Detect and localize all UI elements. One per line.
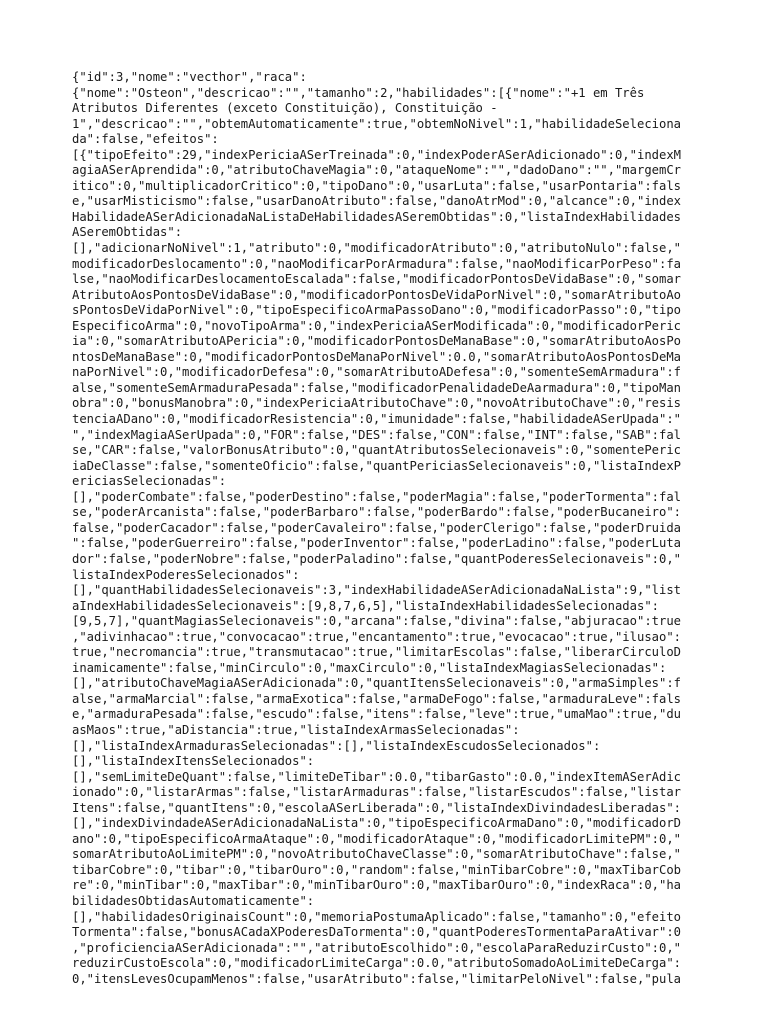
document-line: e,"armaduraPesada":false,"escudo":false,"itens":false,"leve":true,"umaMao":true,"du <box>72 707 682 722</box>
document-line: [],"semLimiteDeQuant":false,"limiteDeTibar":0.0,"tibarGasto":0.0,"indexItemASerAdic <box>72 769 682 784</box>
document-line: obra":0,"bonusManobra":0,"indexPericiaAtributoChave":0,"novoAtributoChave":0,"resis <box>72 396 682 411</box>
document-line: [],"atributoChaveMagiaASerAdicionada":0,"quantItensSelecionaveis":0,"armaSimples":f <box>72 676 682 691</box>
document-line: [],"quantHabilidadesSelecionaveis":3,"indexHabilidadeASerAdicionadaNaLista":9,"list <box>72 583 682 598</box>
document-line: Tormenta":false,"bonusACadaXPoderesDaTormenta":0,"quantPoderesTormentaParaAtivar":0 <box>72 925 682 940</box>
document-line: [9,5,7],"quantMagiasSelecionaveis":0,"arcana":false,"divina":false,"abjuracao":true <box>72 614 682 629</box>
document-line: ano":0,"tipoEspecificoArmaAtaque":0,"modificadorAtaque":0,"modificadorLimitePM":0," <box>72 831 682 846</box>
document-line: AtributoAosPontosDeVidaBase":0,"modificadorPontosDeVidaPorNivel":0,"somarAtributoAo <box>72 287 682 302</box>
document-line: ia":0,"somarAtributoAPericia":0,"modificadorPontosDeManaBase":0,"somarAtributoAosPo <box>72 334 682 349</box>
document-line: modificadorDeslocamento":0,"naoModificarPorArmadura":false,"naoModificarPorPeso":fa <box>72 256 682 271</box>
document-line: somarAtributoAoLimitePM":0,"novoAtributoChaveClasse":0,"somarAtributoChave":false," <box>72 847 682 862</box>
document-line: [],"adicionarNoNivel":1,"atributo":0,"modificadorAtributo":0,"atributoNulo":false," <box>72 241 682 256</box>
document-line: se,"poderArcanista":false,"poderBarbaro":false,"poderBardo":false,"poderBucaneiro": <box>72 505 682 520</box>
document-line: naPorNivel":0,"modificadorDefesa":0,"somarAtributoADefesa":0,"somenteSemArmadura":f <box>72 365 682 380</box>
document-line: aIndexHabilidadesSelecionaveis":[9,8,7,6,5],"listaIndexHabilidadesSelecionadas": <box>72 598 659 613</box>
document-line: listaIndexPoderesSelecionados": <box>72 567 300 582</box>
document-line: ,"proficienciaASerAdicionada":"","atributoEscolhido":0,"escolaParaReduzirCusto":0," <box>72 940 682 955</box>
document-line: Atributos Diferentes (exceto Constituição), Constituição - <box>72 101 498 116</box>
document-line: [],"indexDivindadeASerAdicionadaNaLista":0,"tipoEspecificoArmaDano":0,"modificadorD <box>72 816 682 831</box>
document-line: [],"listaIndexArmadurasSelecionadas":[],"listaIndexEscudosSelecionados": <box>72 738 601 753</box>
document-line: Itens":false,"quantItens":0,"escolaASerLiberada":0,"listaIndexDivindadesLiberadas": <box>72 800 682 815</box>
document-line: {"id":3,"nome":"vecthor","raca": <box>72 70 307 84</box>
document-line: ericiasSelecionadas": <box>72 474 227 489</box>
document-line: tibarCobre":0,"tibar":0,"tibarOuro":0,"random":false,"minTibarCobre":0,"maxTibarCob <box>72 862 682 877</box>
document-line: alse,"somenteSemArmaduraPesada":false,"modificadorPenalidadeDeAarmadura":0,"tipoMan <box>72 380 682 395</box>
document-line: re":0,"minTibar":0,"maxTibar":0,"minTibarOuro":0,"maxTibarOuro":0,"indexRaca":0,"ha <box>72 878 682 893</box>
document-line: ASeremObtidas": <box>72 225 183 240</box>
document-line: ","indexMagiaASerUpada":0,"FOR":false,"DES":false,"CON":false,"INT":false,"SAB":fal <box>72 427 682 442</box>
document-line: iaDeClasse":false,"somenteOficio":false,"quantPericiasSelecionaveis":0,"listaIndexP <box>72 458 682 473</box>
document-line: ,"adivinhacao":true,"convocacao":true,"encantamento":true,"evocacao":true,"ilusao": <box>72 629 682 644</box>
document-line: {"nome":"Osteon","descricao":"","tamanho":2,"habilidades":[{"nome":"+1 em Três <box>72 85 645 100</box>
document-line: dor":false,"poderNobre":false,"poderPaladino":false,"quantPoderesSelecionaveis":0," <box>72 551 682 566</box>
document-line: [],"poderCombate":false,"poderDestino":false,"poderMagia":false,"poderTormenta":fal <box>72 489 682 504</box>
document-line: [{"tipoEfeito":29,"indexPericiaASerTreinada":0,"indexPoderASerAdicionado":0,"indexM <box>72 147 682 162</box>
document-line: itico":0,"multiplicadorCritico":0,"tipoDano":0,"usarLuta":false,"usarPontaria":fals <box>72 178 682 193</box>
document-line: ntosDeManaBase":0,"modificadorPontosDeManaPorNivel":0.0,"somarAtributoAosPontosDeMa <box>72 349 682 364</box>
document-line: se,"CAR":false,"valorBonusAtributo":0,"quantAtributosSelecionaveis":0,"somentePeric <box>72 443 682 458</box>
document-line: HabilidadeASerAdicionadaNaListaDeHabilidadesASeremObtidas":0,"listaIndexHabilidades <box>72 209 682 224</box>
document-line: alse,"armaMarcial":false,"armaExotica":false,"armaDeFogo":false,"armaduraLeve":fals <box>72 691 682 706</box>
document-line: ionado":0,"listarArmas":false,"listarArmaduras":false,"listarEscudos":false,"listar <box>72 785 682 800</box>
document-line: reduzirCustoEscola":0,"modificadorLimiteCarga":0.0,"atributoSomadoAoLimiteDeCarga": <box>72 956 682 971</box>
document-line: tenciaADano":0,"modificadorResistencia":0,"imunidade":false,"habilidadeASerUpada":" <box>72 412 682 427</box>
document-line: bilidadesObtidasAutomaticamente": <box>72 893 315 908</box>
document-line: lse,"naoModificarDeslocamentoEscalada":false,"modificadorPontosDeVidaBase":0,"somar <box>72 272 682 287</box>
document-line: agiaASerAprendida":0,"atributoChaveMagia":0,"ataqueNome":"","dadoDano":"","margemCr <box>72 163 682 178</box>
document-line: EspecificoArma":0,"novoTipoArma":0,"indexPericiaASerModificada":0,"modificadorPeric <box>72 318 682 333</box>
document-line: true,"necromancia":true,"transmutacao":true,"limitarEscolas":false,"liberarCirculoD <box>72 645 682 660</box>
json-document-text <box>72 70 704 987</box>
document-line: da":false,"efeitos": <box>72 132 219 147</box>
document-line: asMaos":true,"aDistancia":true,"listaIndexArmasSelecionadas": <box>72 722 520 737</box>
document-line: 0,"itensLevesOcupamMenos":false,"usarAtributo":false,"limitarPeloNivel":false,"pula <box>72 971 682 986</box>
document-line: ":false,"poderGuerreiro":false,"poderInventor":false,"poderLadino":false,"poderLuta <box>72 536 682 551</box>
document-line: inamicamente":false,"minCirculo":0,"maxCirculo":0,"listaIndexMagiasSelecionadas": <box>72 660 667 675</box>
document-line: [],"habilidadesOriginaisCount":0,"memoriaPostumaAplicado":false,"tamanho":0,"efeito <box>72 909 682 924</box>
document-line: false,"poderCacador":false,"poderCavaleiro":false,"poderClerigo":false,"poderDruida <box>72 520 682 535</box>
document-line: sPontosDeVidaPorNivel":0,"tipoEspecificoArmaPassoDano":0,"modificadorPasso":0,"tipo <box>72 303 682 318</box>
document-line: [],"listaIndexItensSelecionados": <box>72 754 315 769</box>
document-line: 1","descricao":"","obtemAutomaticamente":true,"obtemNoNivel":1,"habilidadeSeleciona <box>72 116 682 131</box>
document-line: e,"usarMisticismo":false,"usarDanoAtributo":false,"danoAtrMod":0,"alcance":0,"index <box>72 194 682 209</box>
